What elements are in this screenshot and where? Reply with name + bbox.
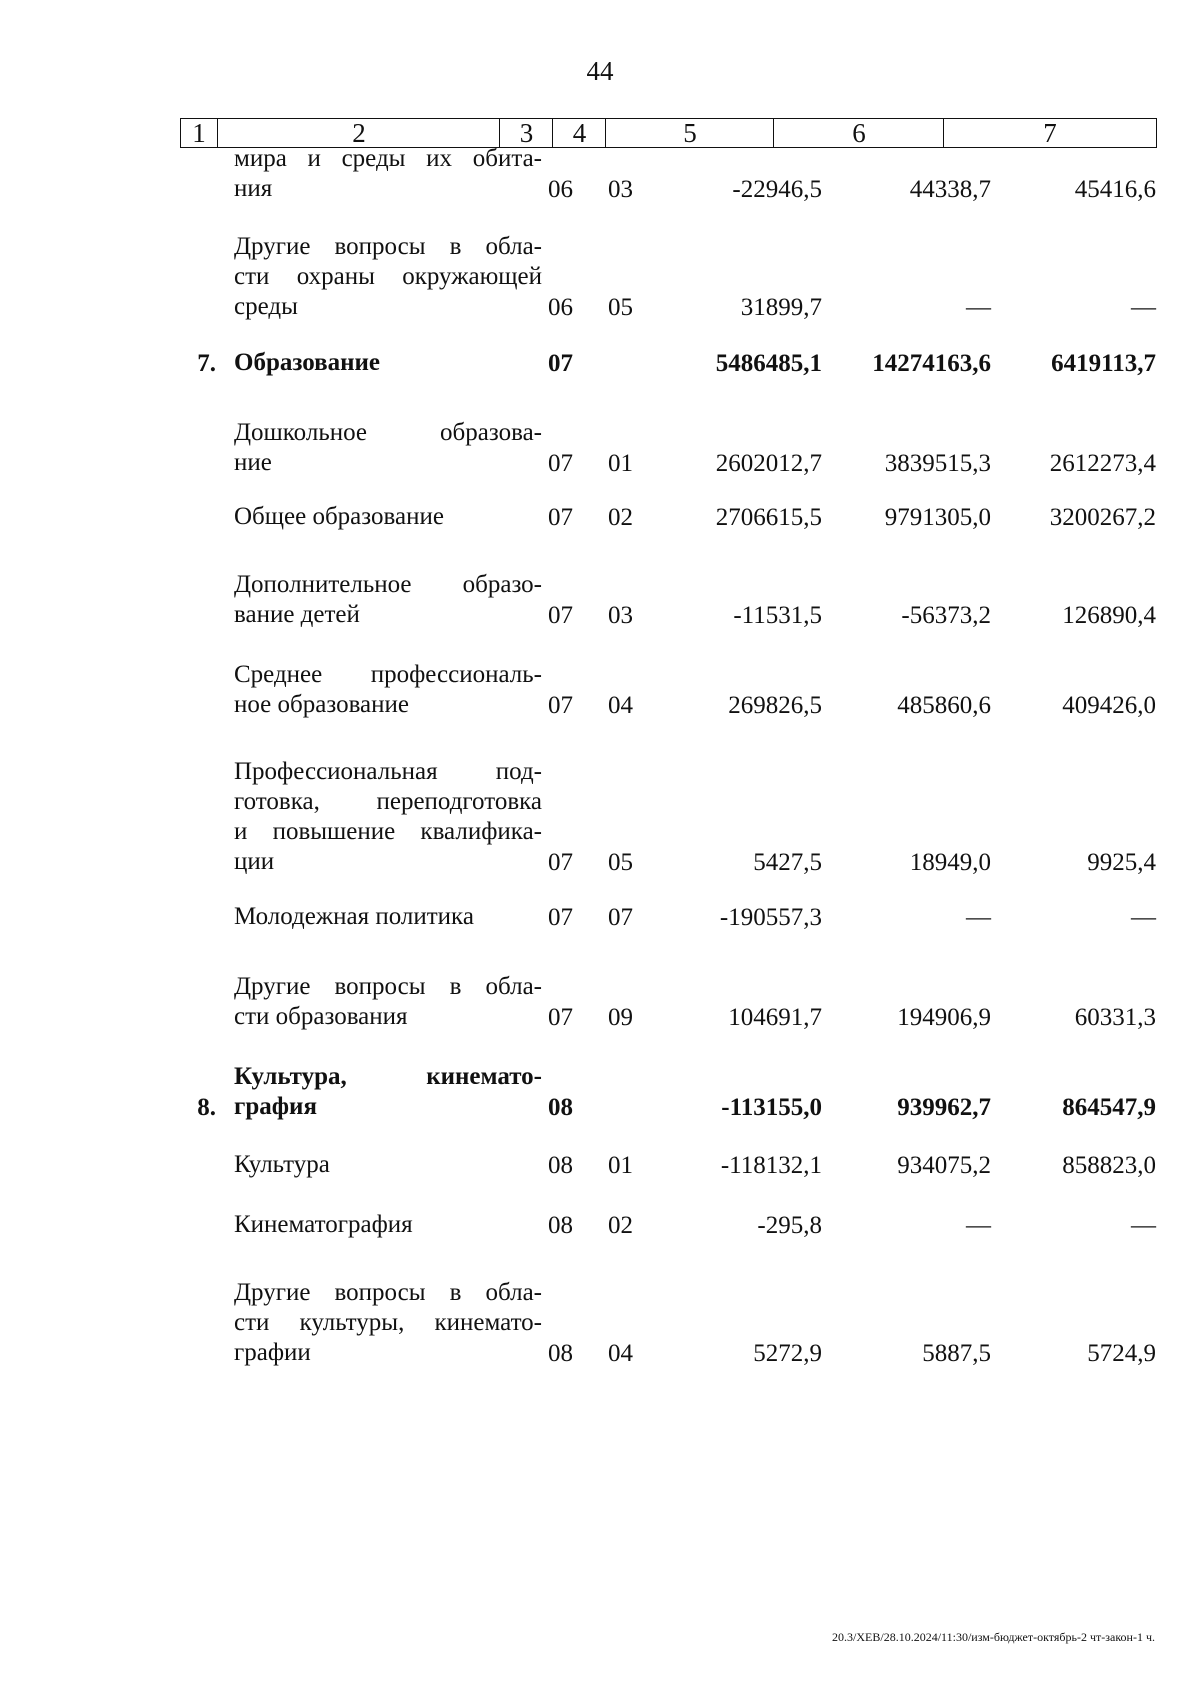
cell-col-4: 09 [608,1004,633,1031]
cell-col-3: 08 [548,1340,573,1367]
cell-col-7: — [1131,294,1156,321]
cell-col-5: 5427,5 [753,849,822,876]
row-name-line: Кинематография [234,1211,413,1238]
cell-col-7: 5724,9 [1087,1340,1156,1367]
cell-col-6: 934075,2 [897,1152,991,1179]
row-name [234,502,542,532]
cell-col-5: -295,8 [757,1212,822,1239]
cell-col-5: 5486485,1 [715,350,822,377]
row-name [234,570,542,630]
cell-col-6: 14274163,6 [872,350,991,377]
cell-col-6: — [966,294,991,321]
row-name-line: сти культуры, кинемато- [234,1309,542,1336]
row-name-line: Общее образование [234,503,444,530]
cell-col-6: 939962,7 [897,1094,991,1121]
header-col-2: 2 [217,119,500,147]
cell-col-6: — [966,1212,991,1239]
cell-col-7: 126890,4 [1062,602,1156,629]
cell-col-3: 07 [548,504,573,531]
cell-col-6: -56373,2 [901,602,991,629]
cell-col-4: 04 [608,1340,633,1367]
page-number: 44 [586,56,614,86]
row-name-line: графии [234,1339,311,1366]
cell-col-6: 5887,5 [922,1340,991,1367]
row-name-line: Другие вопросы в обла- [234,1279,542,1306]
row-name-line: среды [234,293,298,320]
cell-col-3: 08 [548,1212,573,1239]
row-number: 8. [197,1094,216,1121]
row-name-line: сти образования [234,1003,408,1030]
row-name-line: ное образование [234,691,409,718]
row-name [234,144,542,204]
row-name-line: Дополнительное образо- [234,571,542,598]
cell-col-3: 08 [548,1094,573,1121]
cell-col-4: 03 [608,176,633,203]
cell-col-6: — [966,904,991,931]
row-name-line: Среднее профессиональ- [234,661,542,688]
cell-col-7: 3200267,2 [1049,504,1156,531]
header-col-6: 6 [773,119,944,147]
cell-col-5: -113155,0 [721,1094,822,1121]
row-name-line: ции [234,848,275,875]
cell-col-6: 194906,9 [897,1004,991,1031]
row-name-line: Культура, кинемато- [234,1063,542,1090]
row-name-line: сти охраны окружающей [234,263,542,290]
row-name-line: вание детей [234,601,360,628]
cell-col-4: 05 [608,294,633,321]
row-name [234,1210,542,1240]
cell-col-4: 01 [608,450,633,477]
cell-col-5: 104691,7 [728,1004,822,1031]
row-name-line: Другие вопросы в обла- [234,973,542,1000]
cell-col-4: 01 [608,1152,633,1179]
row-name-line: готовка, переподготовка [234,788,542,815]
row-name-line: ние [234,449,272,476]
cell-col-6: 485860,6 [897,692,991,719]
cell-col-7: 9925,4 [1087,849,1156,876]
row-name-line: Культура [234,1151,330,1178]
cell-col-3: 07 [548,350,573,377]
row-name [234,972,542,1032]
row-name [234,1278,542,1368]
row-name-line: мира и среды их обита- [234,145,542,172]
cell-col-4: 05 [608,849,633,876]
cell-col-7: 6419113,7 [1051,350,1156,377]
cell-col-7: 409426,0 [1062,692,1156,719]
row-name-line: Профессиональная под- [234,758,542,785]
cell-col-4: 02 [608,504,633,531]
cell-col-7: — [1131,1212,1156,1239]
cell-col-4: 02 [608,1212,633,1239]
row-name [234,660,542,720]
row-name-line: графия [234,1093,317,1120]
row-name [234,418,542,478]
header-col-1: 1 [192,118,206,148]
row-name [234,348,542,378]
header-col-7: 7 [943,119,1156,147]
cell-col-4: 04 [608,692,633,719]
cell-col-5: 269826,5 [728,692,822,719]
cell-col-6: 44338,7 [909,176,991,203]
cell-col-7: 864547,9 [1062,1094,1156,1121]
row-name-line: ния [234,175,273,202]
cell-col-3: 07 [548,849,573,876]
cell-col-3: 08 [548,1152,573,1179]
cell-col-3: 07 [548,904,573,931]
cell-col-5: -22946,5 [732,176,822,203]
cell-col-7: 858823,0 [1062,1152,1156,1179]
cell-col-3: 07 [548,602,573,629]
row-name-line: Образование [234,349,381,376]
cell-col-3: 06 [548,176,573,203]
cell-col-5: -118132,1 [720,1152,822,1179]
cell-col-7: 60331,3 [1074,1004,1156,1031]
header-col-5: 5 [605,119,774,147]
row-name-line: Другие вопросы в обла- [234,233,542,260]
cell-col-3: 07 [548,692,573,719]
row-name [234,232,542,322]
cell-col-6: 18949,0 [909,849,991,876]
row-name [234,1150,542,1180]
cell-col-4: 07 [608,904,633,931]
cell-col-3: 07 [548,450,573,477]
row-name-line: Дошкольное образова- [234,419,542,446]
header-col-4: 4 [552,119,606,147]
footer-note: 20.3/ХЕВ/28.10.2024/11:30/изм-бюджет-октябрь-2 чт-закон-1 ч. [832,1630,1155,1644]
row-name [234,902,542,932]
row-number: 7. [197,350,216,377]
cell-col-6: 9791305,0 [884,504,991,531]
cell-col-5: 2602012,7 [715,450,822,477]
cell-col-5: -190557,3 [719,904,822,931]
cell-col-5: 5272,9 [753,1340,822,1367]
header-col-3: 3 [499,119,553,147]
row-name [234,1062,542,1122]
cell-col-7: 2612273,4 [1049,450,1156,477]
cell-col-5: -11531,5 [733,602,822,629]
cell-col-3: 07 [548,1004,573,1031]
cell-col-7: — [1131,904,1156,931]
cell-col-7: 45416,6 [1074,176,1156,203]
row-name [234,757,542,877]
cell-col-6: 3839515,3 [884,450,991,477]
cell-col-5: 2706615,5 [715,504,822,531]
cell-col-5: 31899,7 [740,294,822,321]
row-name-line: и повышение квалифика- [234,818,542,845]
row-name-line: Молодежная политика [234,903,474,930]
cell-col-3: 06 [548,294,573,321]
cell-col-4: 03 [608,602,633,629]
